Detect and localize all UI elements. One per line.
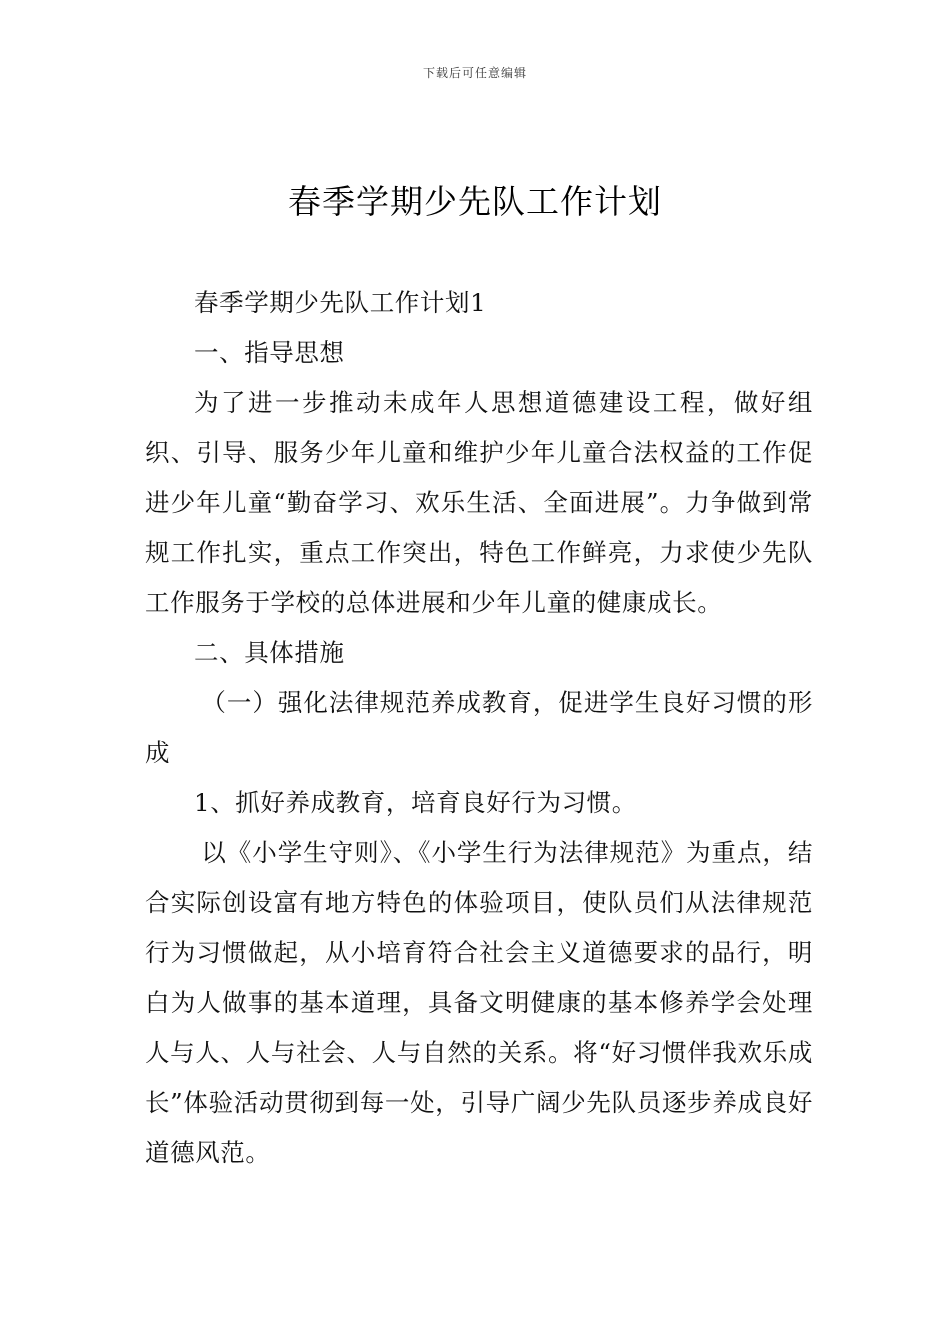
document-body bbox=[145, 278, 813, 1178]
section-heading-measures: 二、具体措施 bbox=[194, 638, 345, 667]
document-title: 春季学期少先队工作计划 bbox=[288, 182, 662, 221]
section-heading-plan: 春季学期少先队工作计划1 bbox=[194, 288, 487, 317]
header-note: 下载后可任意编辑 bbox=[422, 66, 527, 80]
section-heading-guiding-ideology: 一、指导思想 bbox=[194, 338, 345, 367]
paragraph-item-1: 以《小学生守则》、《小学生行为法律规范》为重点，结合实际创设富有地方特色的体验项目，使队员们从法律规范行为习惯做起，从小培育符合社会主义道德要求的品行，明白为人做事的基本道理，具备文明健康的基本修养学会处理人与人、人与社会、人与自然的关系。将“好习惯伴我欢乐成长”体验活动贯彻到每一处，引导广阔少先队员逐步养成良好道德风范。 bbox=[145, 838, 813, 1167]
subsection-heading-1: （一）强化法律规范养成教育，促进学生良好习惯的形成 bbox=[145, 688, 813, 767]
paragraph-guiding-ideology: 为了进一步推动未成年人思想道德建设工程，做好组织、引导、服务少年儿童和维护少年儿童合法权益的工作促进少年儿童“勤奋学习、欢乐生活、全面进展”。力争做到常规工作扎实，重点工作突出，特色工作鲜亮，力求使少先队工作服务于学校的总体进展和少年儿童的健康成长。 bbox=[145, 388, 813, 617]
item-heading-1: 1、抓好养成教育，培育良好行为习惯。 bbox=[194, 788, 637, 817]
